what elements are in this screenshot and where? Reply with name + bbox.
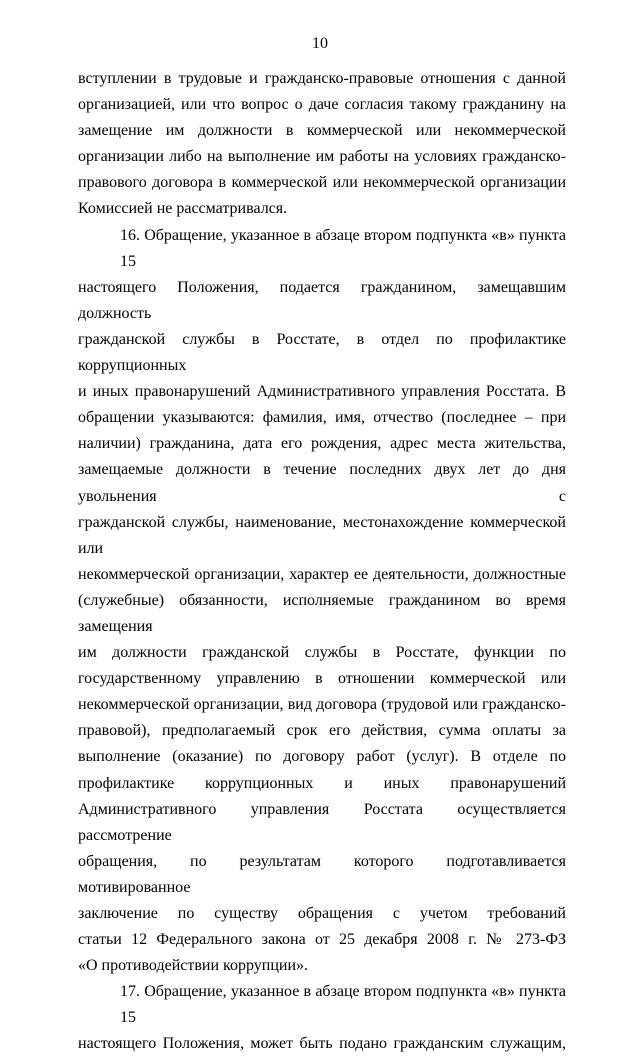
text-line: статьи 12 Федерального закона от 25 декабря 2008 г. № 273-ФЗ [78,931,566,949]
text-line: выполнение (оказание) по договору работ (услуг). В отделе по [78,748,566,766]
paragraph-continuation [78,66,566,223]
document-body [78,66,566,1058]
text-line: обращения, по результатам которого подготавливается мотивированное [78,852,566,896]
text-line: некоммерческой организации, вид договора (трудовой или гражданско- [78,696,566,714]
text-line: обращении указываются: фамилия, имя, отчество (последнее – при [78,409,566,427]
text-line: настоящего Положения, подается гражданином, замещавшим должность [78,278,566,322]
text-line: организацией, или что вопрос о даче согласия такому гражданину на [78,96,566,114]
text-line: «О противодействии коррупции». [78,957,309,975]
text-line: некоммерческой организации, характер ее деятельности, должностные [78,565,566,583]
text-line: вступлении в трудовые и гражданско-правовые отношения с данной [78,70,566,87]
paragraph-item-16 [78,223,566,980]
text-line: гражданской службы, наименование, местонахождение коммерческой или [78,513,566,557]
text-line: 17. Обращение, указанное в абзаце втором подпункта «в» пункта 15 [120,983,566,1027]
text-line: гражданской службы в Росстате, в отдел по профилактике коррупционных [78,330,566,375]
text-line: им должности гражданской службы в Росстате, функции по [78,644,566,662]
text-line: наличии) гражданина, дата его рождения, адрес места жительства, [78,435,566,453]
text-line: заключение по существу обращения с учетом требований [78,905,566,922]
text-line: настоящего Положения, может быть подано гражданским служащим, [78,1035,566,1053]
text-line: правового договора в коммерческой или некоммерческой организации [78,174,566,192]
paragraph-item-17 [78,979,566,1057]
text-line: профилактике коррупционных и иных правонарушений [78,774,566,792]
text-line: (служебные) обязанности, исполняемые гражданином во время замещения [78,591,566,635]
text-line: Административного управления Росстата осуществляется рассмотрение [78,800,566,844]
text-line: государственному управлению в отношении коммерческой или [78,670,566,688]
text-line: замещение им должности в коммерческой или некоммерческой [78,122,566,140]
text-line: правовой), предполагаемый срок его действия, сумма оплаты за [78,722,566,740]
text-line: 16. Обращение, указанное в абзаце втором подпункта «в» пункта 15 [120,226,566,270]
text-line: и иных правонарушений Административного управления Росстата. В [78,383,566,401]
text-line: замещаемые должности в течение последних двух лет до дня увольнения с [78,461,566,505]
text-line: Комиссией не рассматривался. [78,200,288,218]
page-number: 10 [312,35,328,52]
text-line: организации либо на выполнение им работы на условиях гражданско- [78,148,566,166]
